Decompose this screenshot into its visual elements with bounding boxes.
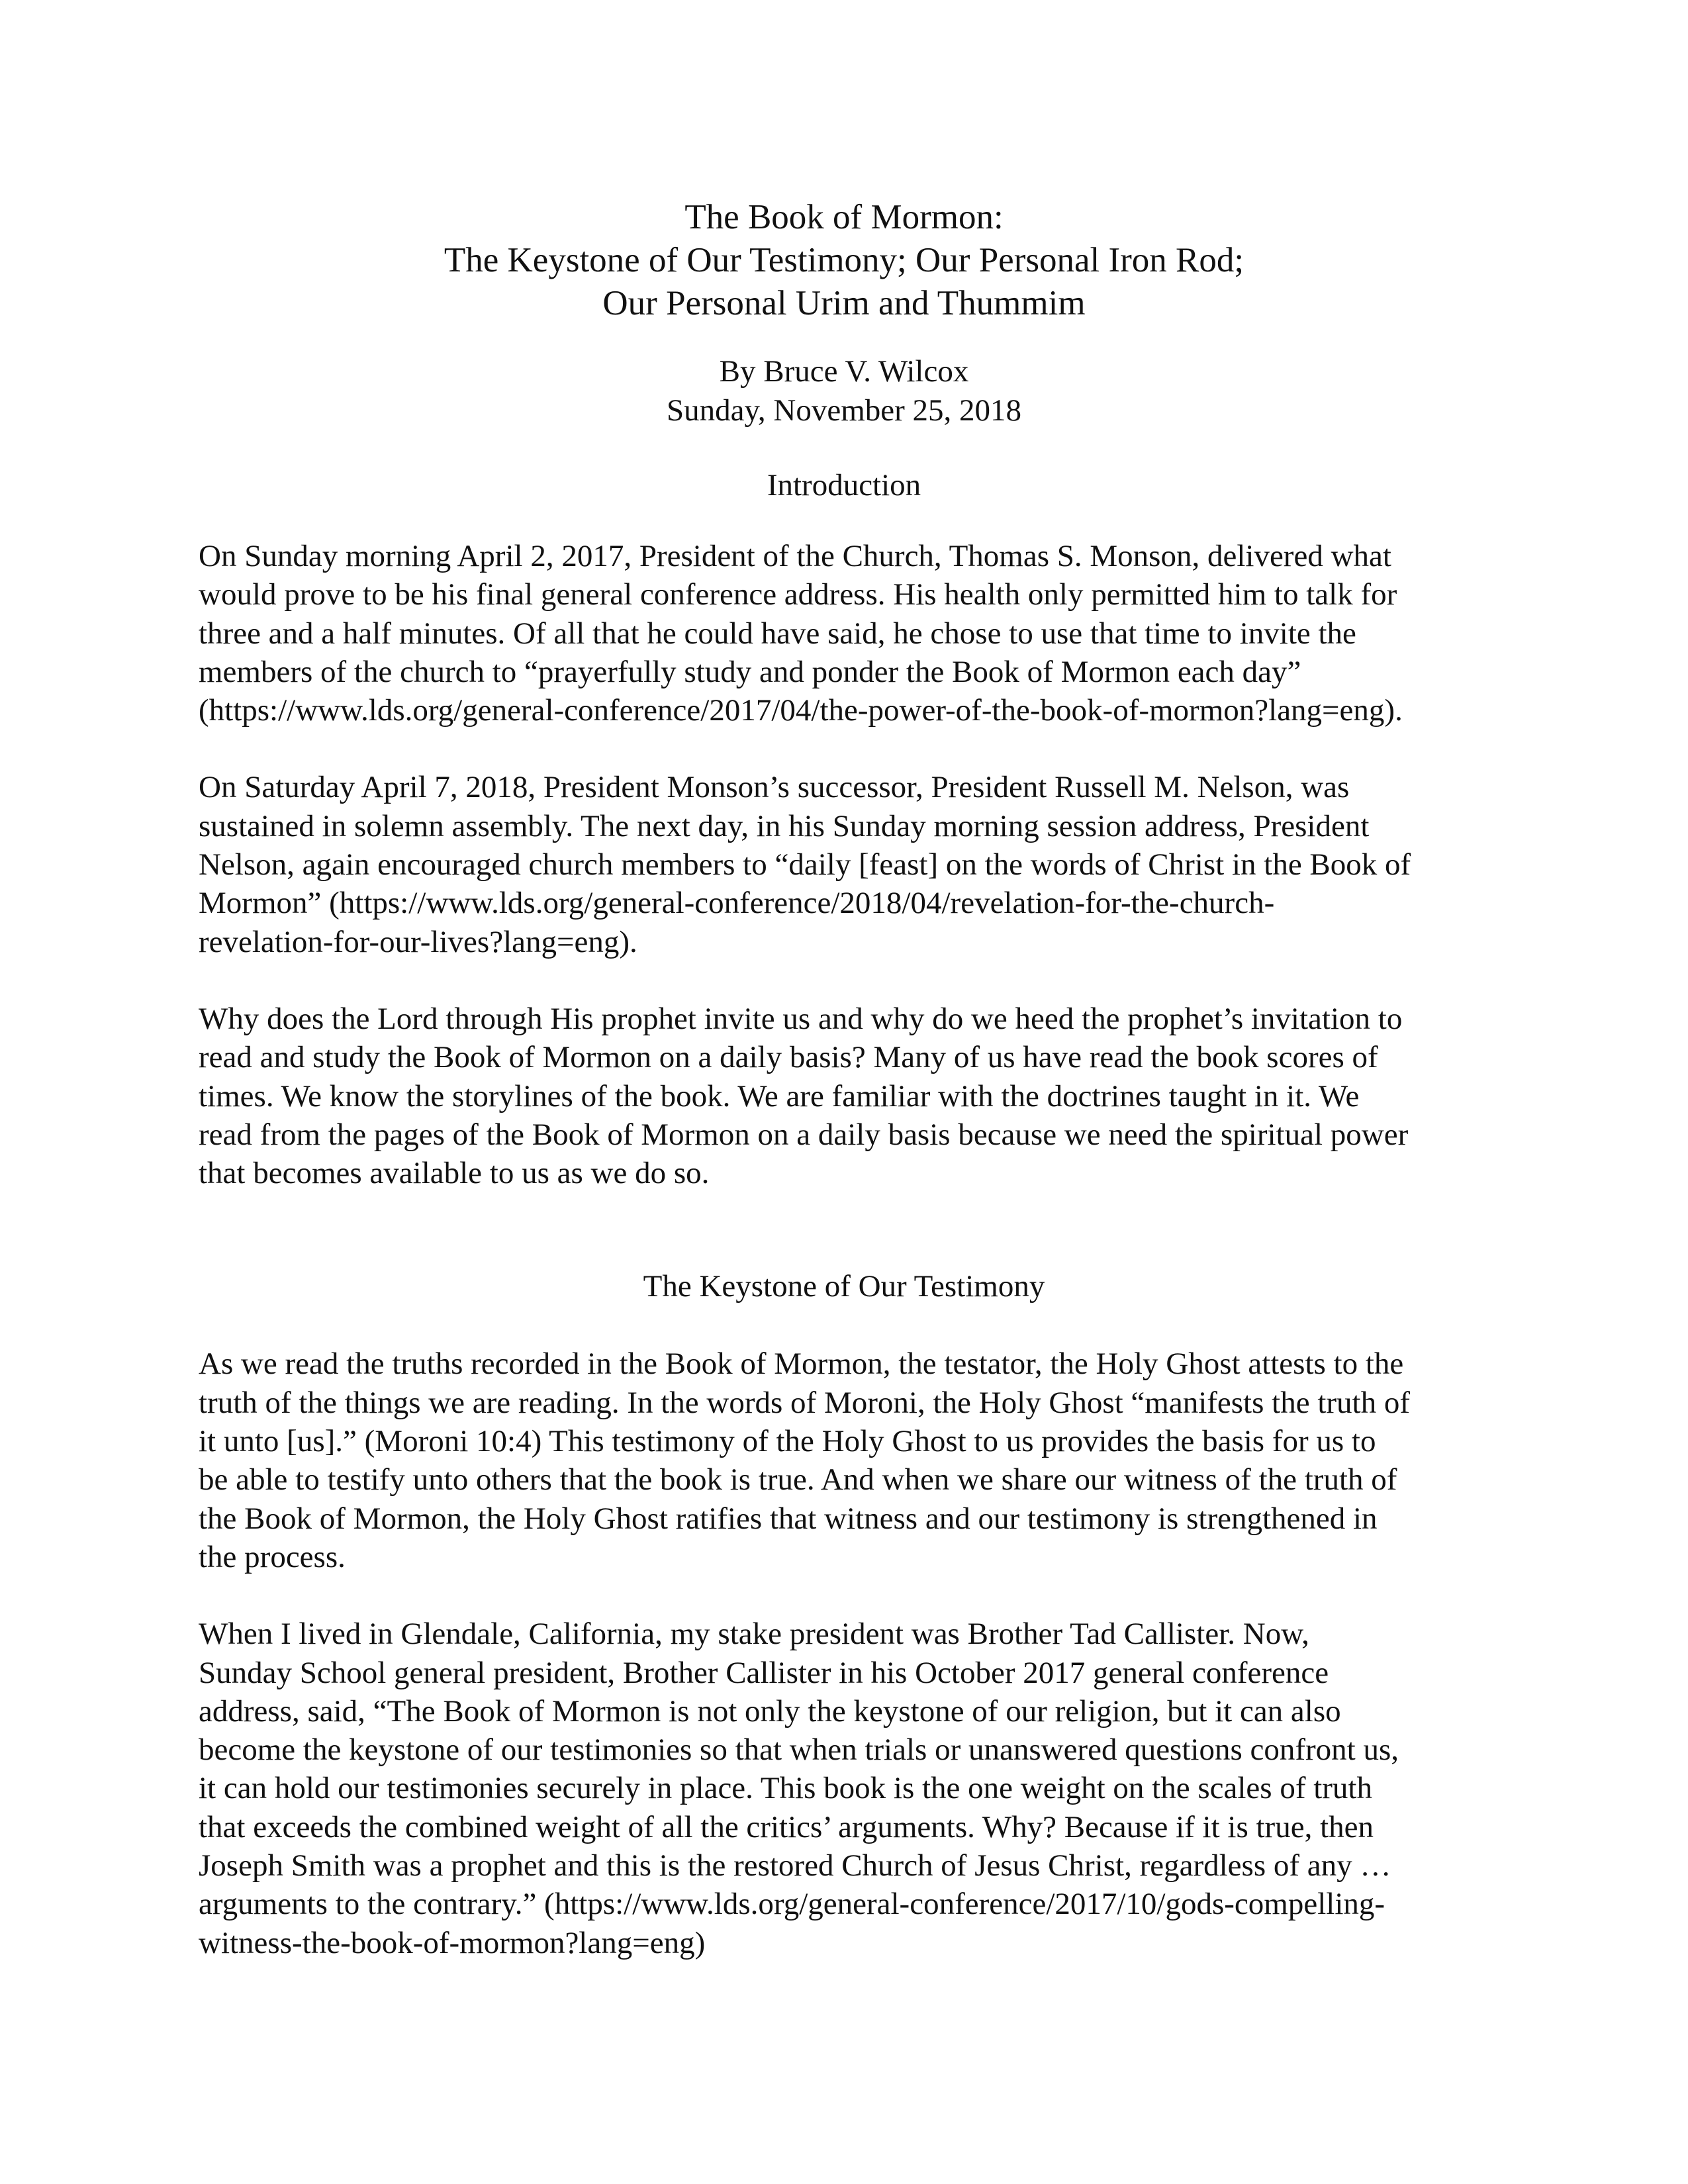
- paragraph-line: read from the pages of the Book of Mormon on a daily basis because we need the spiritual power: [199, 1117, 1409, 1152]
- paragraph-line: it can hold our testimonies securely in place. This book is the one weight on the scales of truth: [199, 1771, 1372, 1806]
- paragraph-line: Joseph Smith was a prophet and this is the restored Church of Jesus Christ, regardless of any …: [199, 1848, 1391, 1883]
- document-page: [199, 196, 1489, 1962]
- paragraph-line: the Book of Mormon, the Holy Ghost ratifies that witness and our testimony is strengthened in: [199, 1501, 1378, 1536]
- author-line: By Bruce V. Wilcox: [719, 354, 969, 389]
- paragraph-line: that becomes available to us as we do so.: [199, 1156, 710, 1191]
- paragraph-line: would prove to be his final general conference address. His health only permitted him to talk for: [199, 577, 1397, 612]
- paragraph: [199, 1345, 1489, 1576]
- paragraph: [199, 1615, 1489, 1962]
- paragraph-line: (https://www.lds.org/general-conference/2017/04/the-power-of-the-book-of-mormon?lang=eng).: [199, 693, 1403, 728]
- section-heading-keystone: The Keystone of Our Testimony: [643, 1269, 1045, 1304]
- title-line-2: The Keystone of Our Testimony; Our Personal Iron Rod;: [444, 241, 1244, 279]
- paragraph-line: be able to testify unto others that the book is true. And when we share our witness of the truth of: [199, 1462, 1397, 1497]
- paragraph-line: witness-the-book-of-mormon?lang=eng): [199, 1925, 706, 1960]
- paragraph-line: revelation-for-our-lives?lang=eng).: [199, 924, 637, 959]
- paragraph-line: Nelson, again encouraged church members to “daily [feast] on the words of Christ in the Book of: [199, 847, 1411, 882]
- paragraph: [199, 1000, 1489, 1192]
- paragraph-line: sustained in solemn assembly. The next day, in his Sunday morning session address, President: [199, 808, 1370, 843]
- paragraph-line: times. We know the storylines of the book. We are familiar with the doctrines taught in it. We: [199, 1078, 1360, 1114]
- paragraph-line: become the keystone of our testimonies so that when trials or unanswered questions confront us,: [199, 1733, 1399, 1768]
- paragraph-line: read and study the Book of Mormon on a daily basis? Many of us have read the book scores of: [199, 1040, 1378, 1075]
- paragraph: [199, 537, 1489, 730]
- date-line: Sunday, November 25, 2018: [666, 393, 1022, 428]
- paragraph-line: On Sunday morning April 2, 2017, President of the Church, Thomas S. Monson, delivered what: [199, 539, 1391, 573]
- paragraph-line: members of the church to “prayerfully study and ponder the Book of Mormon each day”: [199, 654, 1301, 689]
- paragraph-line: As we read the truths recorded in the Book of Mormon, the testator, the Holy Ghost attests to the: [199, 1347, 1404, 1382]
- paragraph-line: address, said, “The Book of Mormon is not only the keystone of our religion, but it can also: [199, 1693, 1341, 1729]
- title-line-1: The Book of Mormon:: [684, 198, 1004, 236]
- paragraph-line: three and a half minutes. Of all that he could have said, he chose to use that time to invite the: [199, 616, 1356, 651]
- paragraph-line: When I lived in Glendale, California, my stake president was Brother Tad Callister. Now,: [199, 1617, 1309, 1652]
- document-title: [199, 196, 1489, 325]
- paragraph-line: arguments to the contrary.” (https://www.lds.org/general-conference/2017/10/gods-compelling-: [199, 1887, 1385, 1922]
- paragraph-line: that exceeds the combined weight of all the critics’ arguments. Why? Because if it is true, then: [199, 1809, 1374, 1844]
- paragraph-line: it unto [us].” (Moroni 10:4) This testimony of the Holy Ghost to us provides the basis for us to: [199, 1424, 1376, 1459]
- section-heading-introduction: Introduction: [767, 468, 921, 502]
- title-line-3: Our Personal Urim and Thummim: [602, 284, 1086, 322]
- paragraph-line: On Saturday April 7, 2018, President Monson’s successor, President Russell M. Nelson, was: [199, 770, 1350, 805]
- paragraph-line: truth of the things we are reading. In the words of Moroni, the Holy Ghost “manifests the truth of: [199, 1385, 1410, 1420]
- paragraph: [199, 768, 1489, 961]
- paragraph-line: Why does the Lord through His prophet invite us and why do we heed the prophet’s invitation to: [199, 1001, 1403, 1036]
- byline: [199, 352, 1489, 430]
- paragraph-line: the process.: [199, 1539, 346, 1574]
- paragraph-line: Sunday School general president, Brother Callister in his October 2017 general conference: [199, 1655, 1329, 1690]
- paragraph-line: Mormon” (https://www.lds.org/general-conference/2018/04/revelation-for-the-church-: [199, 886, 1275, 921]
